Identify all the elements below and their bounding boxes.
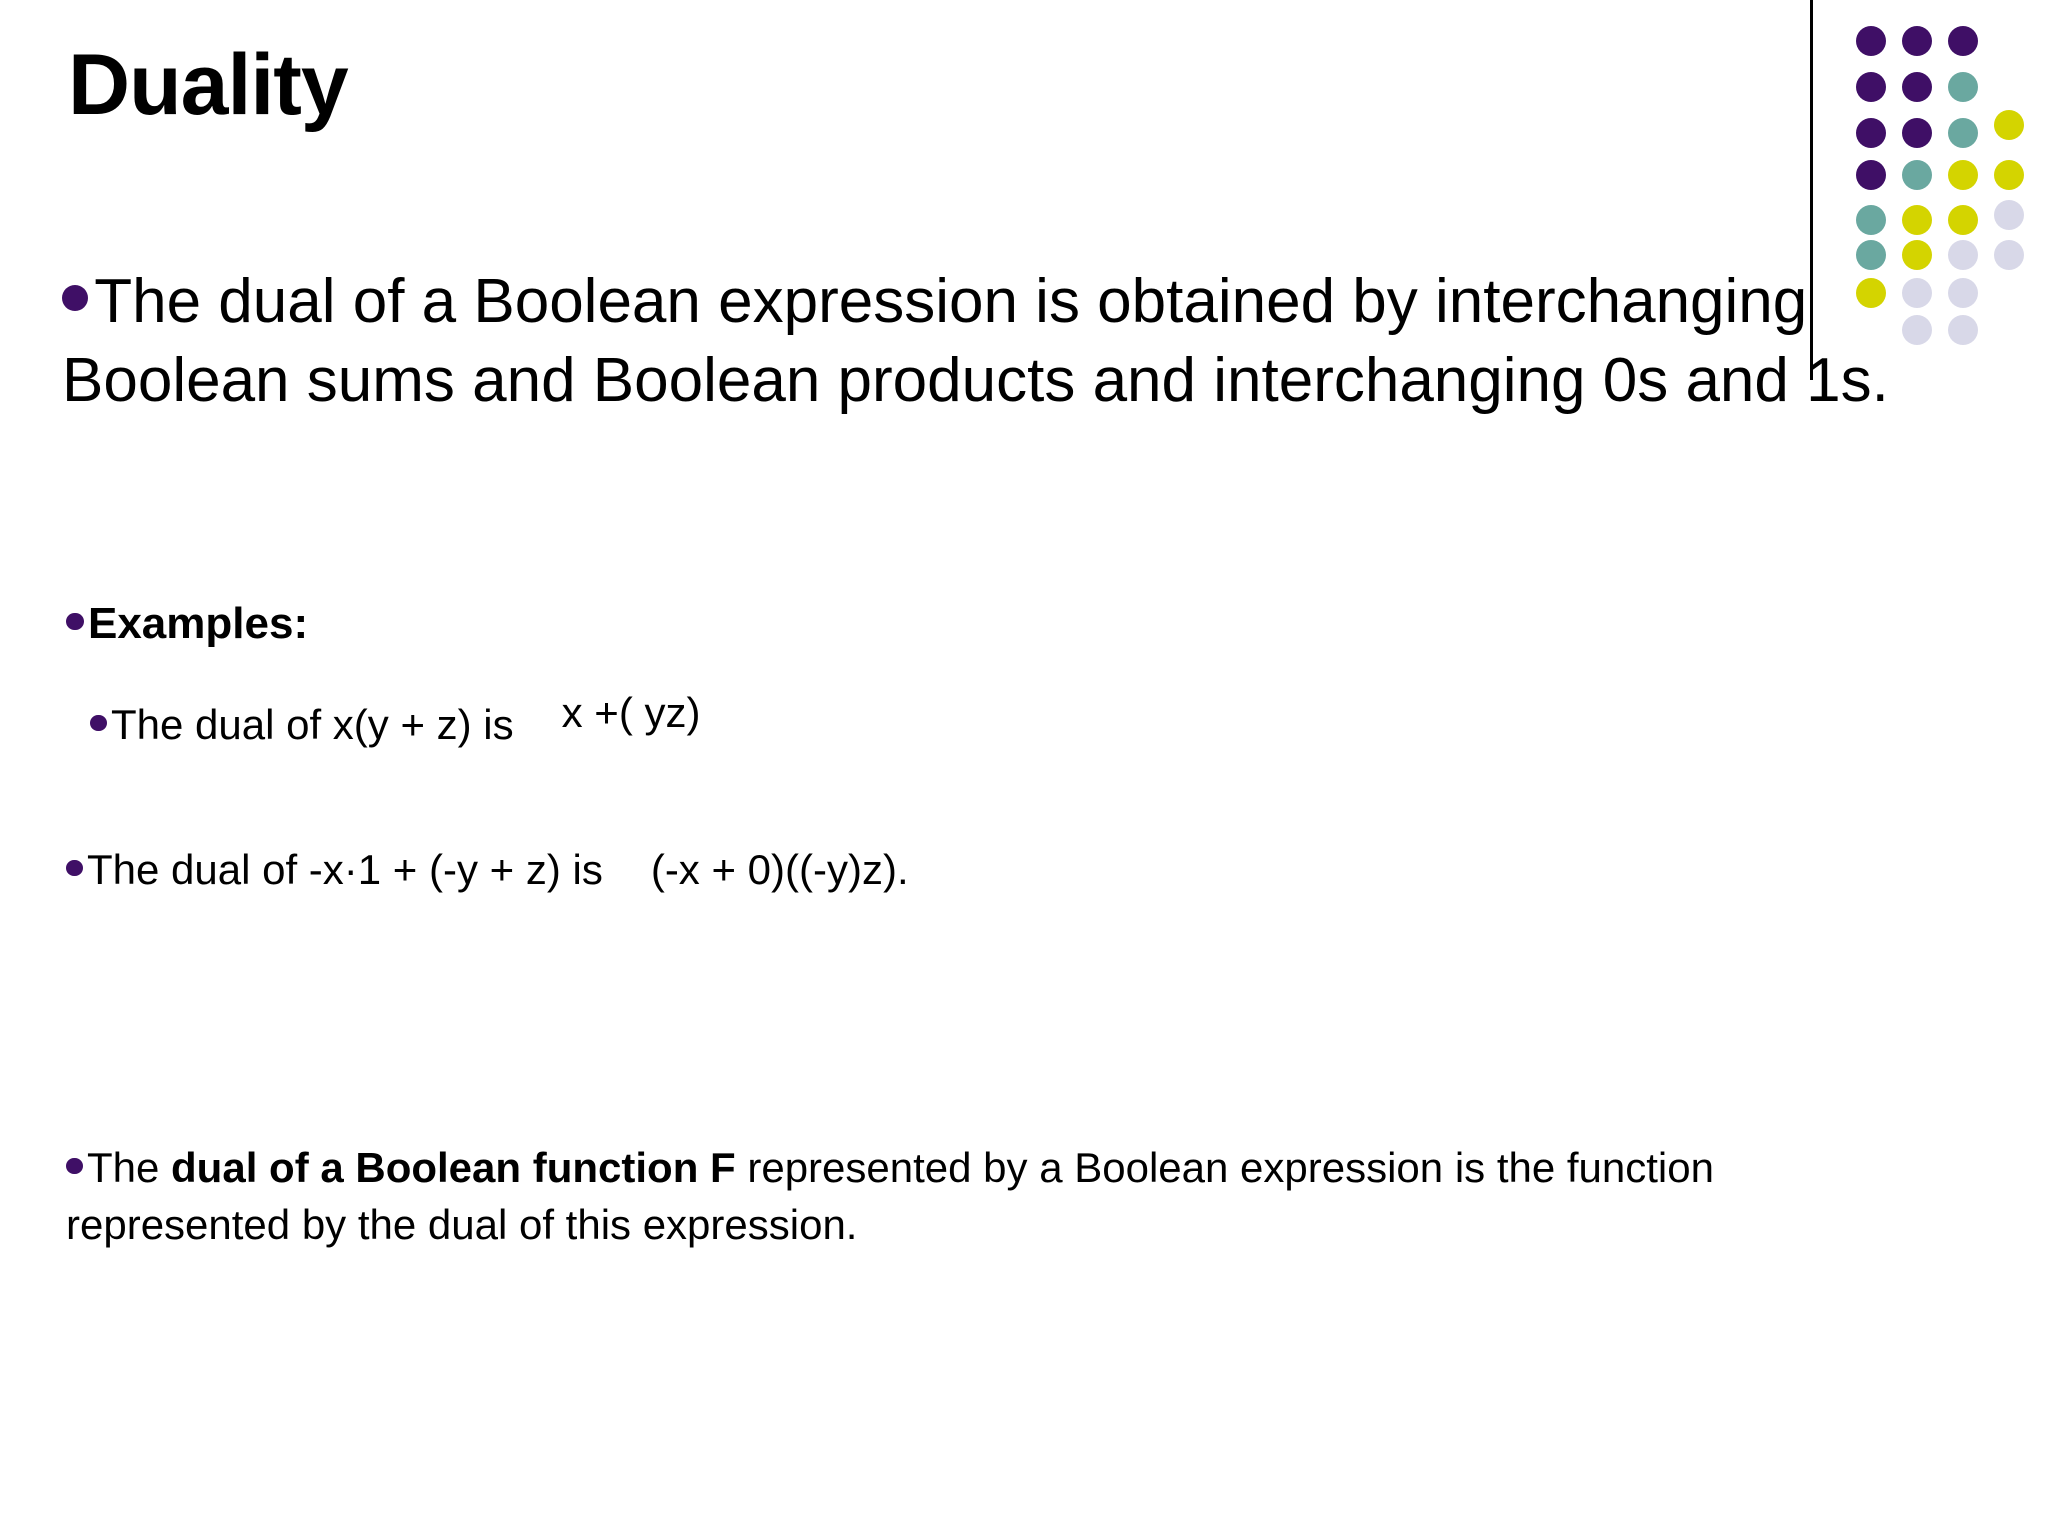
bullet-dot-icon [62, 285, 88, 311]
page-title: Duality [68, 37, 348, 133]
logo-dot [1994, 160, 2024, 190]
logo-dot [1948, 72, 1978, 102]
logo-dot [1902, 160, 1932, 190]
logo-dot [1948, 240, 1978, 270]
logo-dot [1856, 205, 1886, 235]
bullet-dot-icon [66, 613, 84, 631]
logo-dot [1994, 110, 2024, 140]
examples-label-text: Examples: [87, 599, 309, 648]
logo-dot [1994, 240, 2024, 270]
bullet-examples-label [66, 598, 308, 651]
logo-dot [1856, 118, 1886, 148]
bullet-main-text: The dual of a Boolean expression is obtained by interchanging Boolean sums and Boolean products and interchanging 0s and 1s. [62, 267, 1889, 416]
logo-dot [1856, 26, 1886, 56]
logo-dot [1948, 26, 1978, 56]
logo-dot [1948, 118, 1978, 148]
example-2-expression: (-x + 0)((-y)z). [650, 846, 909, 893]
logo-dot [1902, 205, 1932, 235]
bullet-main-definition [62, 262, 1952, 421]
bullet-closing-definition [66, 1140, 1786, 1253]
example-1-text: The dual of x(y + z) is [110, 701, 514, 748]
closing-text-part1: The [86, 1144, 172, 1191]
bullet-dot-icon [66, 1158, 83, 1175]
logo-dot [1902, 72, 1932, 102]
logo-dot [1948, 278, 1978, 308]
logo-dot [1994, 200, 2024, 230]
closing-text-part2: represented by a Boolean expression is the function represented by the dual of this expression. [66, 1144, 1714, 1248]
logo-dot [1902, 118, 1932, 148]
logo-dot [1948, 315, 1978, 345]
bullet-example-2 [66, 845, 1766, 895]
logo-dot [1948, 160, 1978, 190]
logo-dot [1902, 26, 1932, 56]
bullet-dot-icon [66, 860, 83, 877]
logo-dot [1856, 160, 1886, 190]
bullet-dot-icon [90, 715, 107, 732]
closing-text-bold: dual of a Boolean function F [171, 1144, 736, 1191]
logo-dot [1856, 72, 1886, 102]
example-2-text: The dual of -x·1 + (-y + z) is [86, 846, 603, 893]
logo-dot [1948, 205, 1978, 235]
bullet-example-1 [90, 689, 1490, 750]
example-1-expression: x +( yz) [561, 689, 701, 736]
